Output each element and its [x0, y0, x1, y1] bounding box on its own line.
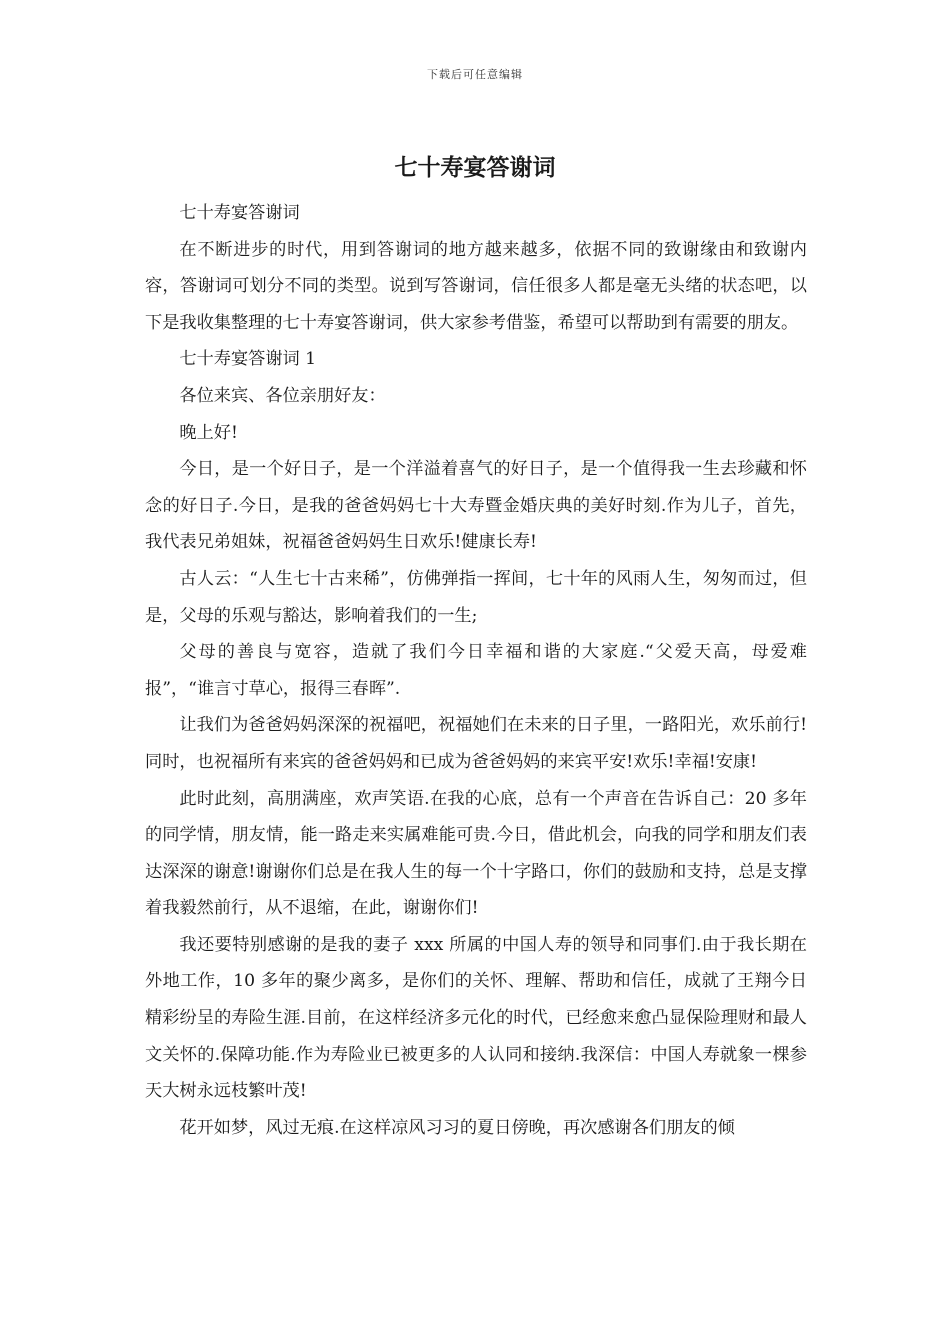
paragraph: 今日，是一个好日子，是一个洋溢着喜气的好日子，是一个值得我一生去珍藏和怀念的好日子.今日，是我的爸爸妈妈七十大寿暨金婚庆典的美好时刻.作为儿子，首先，我代表兄弟姐妹，祝福爸爸妈妈生日欢乐!健康长寿! — [145, 459, 807, 553]
paragraph: 花开如梦，风过无痕.在这样凉风习习的夏日傍晚，再次感谢各们朋友的倾 — [179, 1117, 735, 1138]
paragraph: 父母的善良与宽容，造就了我们今日幸福和谐的大家庭.“父爱天高，母爱难报”，“谁言寸草心，报得三春晖”. — [145, 642, 807, 699]
document-title: 七十寿宴答谢词 — [394, 154, 556, 181]
header-note: 下载后可任意编辑 — [427, 68, 523, 81]
paragraph: 各位来宾、各位亲朋好友： — [179, 385, 386, 406]
paragraph: 七十寿宴答谢词 — [179, 203, 300, 223]
paragraph: 在不断进步的时代，用到答谢词的地方越来越多，依据不同的致谢缘由和致谢内容，答谢词可划分不同的类型。说到写答谢词，信任很多人都是毫无头绪的状态吧，以下是我收集整理的七十寿宴答谢词，供大家参考借鉴，希望可以帮助到有需要的朋友。 — [145, 239, 807, 333]
paragraph: 我还要特别感谢的是我的妻子 xxx 所属的中国人寿的领导和同事们.由于我长期在外地工作，10 多年的聚少离多，是你们的关怀、理解、帮助和信任，成就了王翔今日精彩纷呈的寿险生涯.目前，在这样经济多元化的时代，已经愈来愈凸显保险理财和最人文关怀的.保障功能.作为寿险业已被更多的人认同和接纳.我深信：中国人寿就象一棵参天大树永远枝繁叶茂! — [145, 934, 807, 1102]
document-body — [145, 195, 807, 1146]
paragraph: 此时此刻，高朋满座，欢声笑语.在我的心底，总有一个声音在告诉自己：20 多年的同学情，朋友情，能一路走来实属难能可贵.今日，借此机会，向我的同学和朋友们表达深深的谢意!谢谢你们总是在我人生的每一个十字路口，你们的鼓励和支持，总是支撑着我毅然前行，从不退缩，在此，谢谢你们! — [145, 788, 807, 919]
paragraph: 七十寿宴答谢词 1 — [179, 349, 317, 370]
paragraph: 晚上好! — [179, 422, 238, 443]
paragraph: 古人云：“人生七十古来稀”，仿佛弹指一挥间，七十年的风雨人生，匆匆而过，但是，父母的乐观与豁达，影响着我们的一生; — [145, 568, 807, 626]
paragraph: 让我们为爸爸妈妈深深的祝福吧，祝福她们在未来的日子里，一路阳光，欢乐前行!同时，也祝福所有来宾的爸爸妈妈和已成为爸爸妈妈的来宾平安!欢乐!幸福!安康! — [145, 715, 807, 772]
